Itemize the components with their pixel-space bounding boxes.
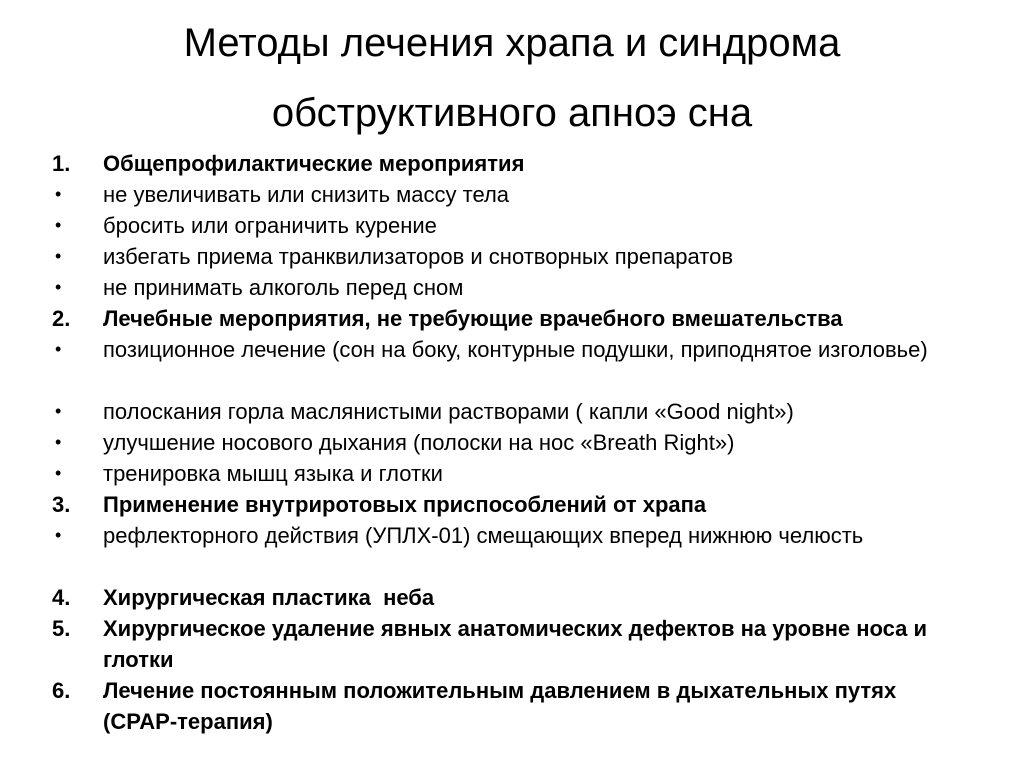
- bullet-icon: •: [55, 277, 62, 297]
- slide-title-line-1: Методы лечения храпа и синдрома: [183, 21, 841, 65]
- bullet-icon: •: [55, 184, 62, 204]
- list-heading: Общепрофилактические мероприятия: [103, 151, 525, 176]
- list-text: улучшение носового дыхания (полоски на нос «Breath Right»): [103, 430, 735, 455]
- list-heading: Лечебные мероприятия, не требующие врачебного вмешательства: [103, 306, 843, 331]
- list-heading: Лечение постоянным положительным давлением в дыхательных путях (CPAP-терапия): [103, 678, 897, 734]
- list-text: тренировка мышц языка и глотки: [103, 461, 443, 486]
- bullet-icon: •: [55, 215, 62, 235]
- bullet-icon: •: [55, 246, 62, 266]
- bullet-icon: •: [55, 401, 62, 421]
- list-number: 4.: [52, 585, 71, 610]
- bullet-icon: •: [55, 525, 62, 545]
- list-text: полоскания горла маслянистыми растворами ( капли «Good night»): [103, 399, 794, 424]
- list-heading: Хирургическое удаление явных анатомических дефектов на уровне носа и глотки: [103, 616, 928, 672]
- list-number: 5.: [52, 616, 71, 641]
- list-text: рефлекторного действия (УПЛХ-01) смещающих вперед нижнюю челюсть: [103, 523, 864, 548]
- list-text: не увеличивать или снизить массу тела: [103, 182, 510, 207]
- list-number: 6.: [52, 678, 71, 703]
- list-text: не принимать алкоголь перед сном: [103, 275, 464, 300]
- list-number: 1.: [52, 151, 71, 176]
- list-heading: Хирургическая пластика неба: [103, 585, 435, 610]
- bullet-icon: •: [55, 339, 62, 359]
- list-text: позиционное лечение (сон на боку, контурные подушки, приподнятое изголовье): [103, 337, 928, 362]
- list-text: избегать приема транквилизаторов и снотворных препаратов: [103, 244, 734, 269]
- bullet-icon: •: [55, 463, 62, 483]
- list-number: 2.: [52, 306, 71, 331]
- list-text: бросить или ограничить курение: [103, 213, 437, 238]
- bullet-icon: •: [55, 432, 62, 452]
- slide-title-line-2: обструктивного апноэ сна: [271, 91, 753, 135]
- list-number: 3.: [52, 492, 71, 517]
- list-heading: Применение внутриротовых приспособлений от храпа: [103, 492, 707, 517]
